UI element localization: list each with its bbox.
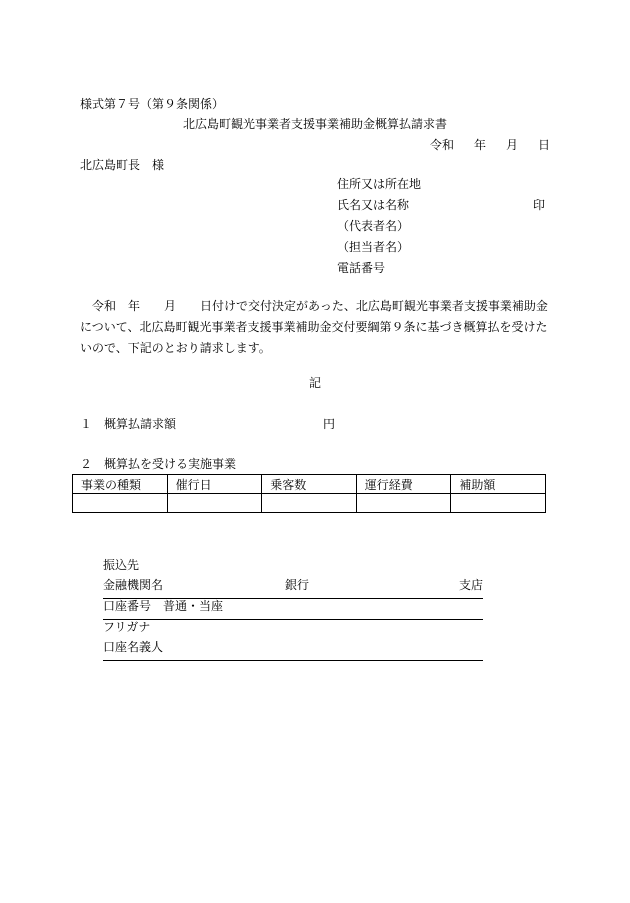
holder-label: 口座名義人: [103, 640, 164, 654]
institution-row: [103, 578, 483, 599]
table-row: [73, 494, 546, 513]
header-operating-cost: 運行経費: [356, 475, 451, 494]
contact-row: [337, 240, 547, 261]
address-row: [337, 177, 547, 198]
ki-heading: 記: [308, 376, 321, 390]
table-cell[interactable]: [167, 494, 262, 513]
furigana-label: フリガナ: [103, 620, 151, 634]
header-tour-date: 催行日: [167, 475, 262, 494]
date-era: 令和: [430, 138, 455, 152]
address-label: 住所又は所在地: [337, 177, 422, 191]
bank-heading-row: [103, 558, 483, 578]
addressee: 北広島町長 様: [80, 158, 165, 172]
institution-label: 金融機関名: [103, 578, 164, 592]
name-label: 氏名又は名称: [337, 198, 410, 212]
item-1-label: １ 概算払請求額: [80, 417, 177, 431]
project-table: [72, 474, 546, 513]
date-line: [430, 138, 550, 152]
name-row: [337, 198, 547, 219]
account-row: [103, 599, 483, 620]
request-body-text: 令和 年 月 日付けで交付決定があった、北広島町観光事業者支援事業補助金について、北広島町観光事業者支援事業補助金交付要綱第９条に基づき概算払を受けたいので、下記のとおり請求します。: [80, 299, 548, 355]
document-title: 北広島町観光事業者支援事業補助金概算払請求書: [182, 117, 447, 131]
representative-label: （代表者名）: [337, 219, 410, 233]
furigana-row: [103, 620, 483, 640]
item-2-label: ２ 概算払を受ける実施事業: [80, 457, 237, 471]
bank-suffix: 銀行: [285, 578, 310, 592]
table-cell[interactable]: [262, 494, 357, 513]
table-header-row: [73, 475, 546, 494]
header-subsidy-amount: 補助額: [451, 475, 546, 494]
account-label: 口座番号 普通・当座: [103, 599, 224, 613]
phone-label: 電話番号: [337, 261, 386, 275]
bank-transfer-block: [103, 558, 483, 661]
phone-row: [337, 261, 547, 282]
form-number: 様式第７号（第９条関係）: [80, 97, 225, 111]
applicant-block: [337, 177, 547, 282]
seal-mark: 印: [532, 198, 545, 212]
branch-suffix: 支店: [458, 578, 483, 592]
holder-row: [103, 640, 483, 661]
date-month: 月: [505, 138, 518, 152]
bank-heading: 振込先: [103, 558, 140, 572]
date-year: 年: [473, 138, 486, 152]
representative-row: [337, 219, 547, 240]
table-cell[interactable]: [356, 494, 451, 513]
header-passenger-count: 乗客数: [262, 475, 357, 494]
date-day: 日: [537, 138, 550, 152]
table-cell[interactable]: [73, 494, 168, 513]
yen-unit: 円: [323, 417, 336, 431]
table-cell[interactable]: [451, 494, 546, 513]
contact-label: （担当者名）: [337, 240, 410, 254]
header-project-type: 事業の種類: [73, 475, 168, 494]
